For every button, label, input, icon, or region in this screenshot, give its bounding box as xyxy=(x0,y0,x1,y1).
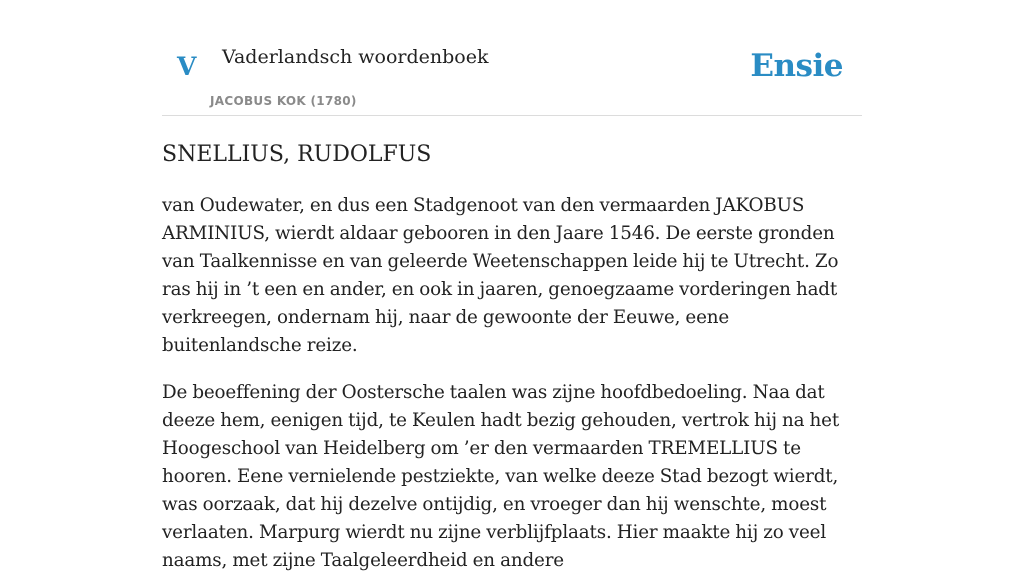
index-letter[interactable]: V xyxy=(177,52,197,81)
book-author: JACOBUS KOK (1780) xyxy=(210,94,357,108)
header xyxy=(162,0,862,116)
page xyxy=(162,0,862,572)
entry-title: SNELLIUS, RUDOLFUS xyxy=(162,142,432,167)
entry-paragraph: van Oudewater, en dus een Stadgenoot van den vermaarden JAKOBUS ARMINIUS, wierdt aldaar gebooren in den Jaare 1546. De eerste gronden van Taalkennisse en van geleerde Weetenschappen leide hij te Utrecht. Zo ras hij in ’t een en ander, en ook in jaaren, genoegzaame vorderingen hadt verkreegen, ondernam hij, naar de gewoonte der Eeuwe, eene buitenlandsche reize. xyxy=(162,195,839,357)
site-logo[interactable]: Ensie xyxy=(750,48,843,84)
entry-paragraph: De beoeffening der Oostersche taalen was zijne hoofdbedoeling. Naa dat deeze hem, eenigen tijd, te Keulen hadt bezig gehouden, vertrok hij na het Hoogeschool van Heidelberg om ’er den vermaarden TREMELLIUS te hooren. Eene vernielende pestziekte, van welke deeze Stad bezogt wierdt, was oorzaak, dat hij dezelve ontijdig, en vroeger dan hij wenschte, moest verlaaten. Marpurg wierdt nu zijne verblijfplaats. Hier maakte hij zo veel naams, met zijne Taalgeleerdheid en andere xyxy=(162,382,840,572)
book-title[interactable]: Vaderlandsch woordenboek xyxy=(222,46,489,68)
